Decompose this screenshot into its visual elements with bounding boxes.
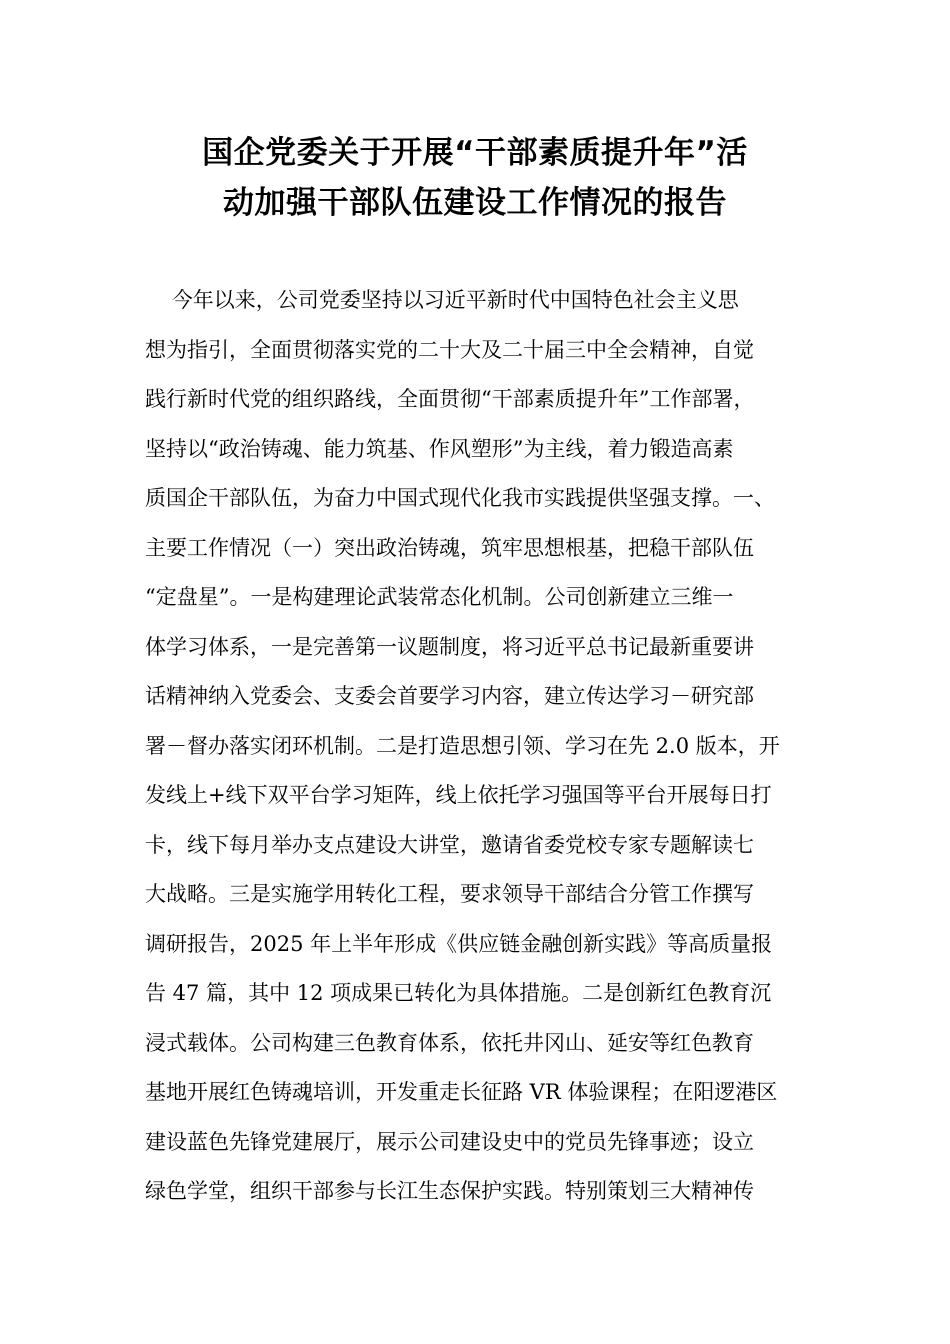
title-line-2: 动加强干部队伍建设工作情况的报告	[223, 185, 727, 221]
body-line: 建设蓝色先锋党建展厅，展示公司建设史中的党员先锋事迹；设立	[145, 1129, 754, 1154]
document-body	[145, 276, 815, 1217]
body-line: 话精神纳入党委会、支委会首要学习内容，建立传达学习－研究部	[145, 684, 754, 708]
body-line: 告 47 篇，其中 12 项成果已转化为具体措施。二是创新红色教育沉	[145, 981, 772, 1005]
body-line: 践行新时代党的组织路线，全面贯彻“干部素质提升年”工作部署，	[145, 387, 755, 411]
body-line: 基地开展红色铸魂培训，开发重走长征路 VR 体验课程；在阳逻港区	[145, 1080, 778, 1104]
body-line: 主要工作情况（一）突出政治铸魂，筑牢思想根基，把稳干部队伍	[145, 535, 754, 560]
body-line: 今年以来，公司党委坚持以习近平新时代中国特色社会主义思	[145, 288, 739, 312]
body-line: 调研报告，2025 年上半年形成《供应链金融创新实践》等高质量报	[145, 931, 773, 956]
body-line: 卡，线下每月举办支点建设大讲堂，邀请省委党校专家专题解读七	[145, 832, 754, 857]
body-line: 发线上+线下双平台学习矩阵，线上依托学习强国等平台开展每日打	[145, 783, 772, 807]
body-line: 质国企干部队伍，为奋力中国式现代化我市实践提供坚强支撑。一、	[145, 486, 775, 510]
body-line: 大战略。三是实施学用转化工程，要求领导干部结合分管工作撰写	[145, 882, 754, 906]
body-line: 想为指引，全面贯彻落实党的二十大及二十届三中全会精神，自觉	[145, 337, 754, 362]
title-line-1: 国企党委关于开展“干部素质提升年”活	[202, 135, 748, 171]
body-line: 坚持以“政治铸魂、能力筑基、作风塑形”为主线，着力锻造高素	[145, 436, 734, 461]
body-line: 署－督办落实闭环机制。二是打造思想引领、学习在先 2.0 版本，开	[145, 733, 780, 758]
body-line: 浸式载体。公司构建三色教育体系，依托井冈山、延安等红色教育	[145, 1030, 754, 1055]
body-line: 体学习体系，一是完善第一议题制度，将习近平总书记最新重要讲	[145, 634, 754, 659]
document-title	[140, 128, 810, 228]
body-line: “定盘星”。一是构建理论武装常态化机制。公司创新建立三维一	[145, 585, 734, 609]
body-line: 绿色学堂，组织干部参与长江生态保护实践。特别策划三大精神传	[145, 1179, 754, 1203]
